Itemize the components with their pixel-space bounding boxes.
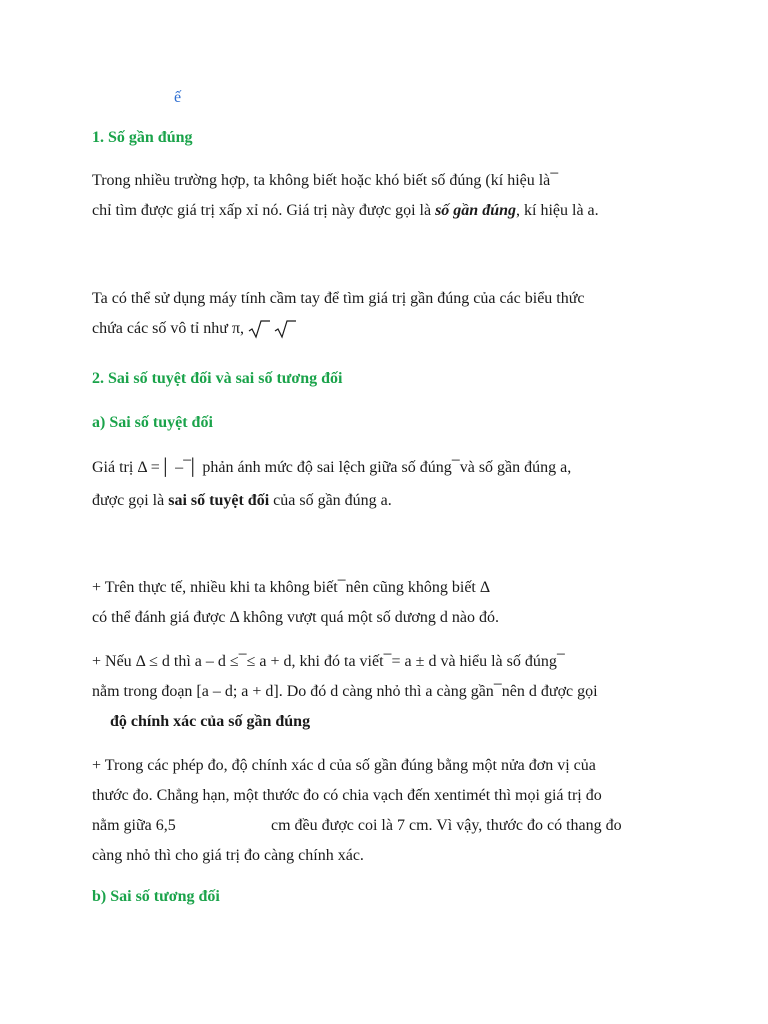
text-span: của số gần đúng a. xyxy=(269,492,392,509)
paragraph-line: + Nếu Δ ≤ d thì a – d ≤ ̅ ≤ a + d, khi đó ta viết ̅ = a ± d và hiểu là số đúng ̅ xyxy=(92,653,561,670)
paragraph-line: nằm trong đoạn [a – d; a + d]. Do đó d càng nhỏ thì a càng gần ̅ nên d được gọi xyxy=(92,683,598,700)
text-span: chỉ tìm được giá trị xấp xỉ nó. Giá trị này được gọi là xyxy=(92,202,436,219)
paragraph-line: Giá trị Δ =│ – ̅│ phản ánh mức độ sai lệch giữa số đúng ̅ và số gần đúng a, xyxy=(92,459,572,476)
paragraph-line xyxy=(92,201,599,221)
text-span: , kí hiệu là a. xyxy=(516,202,599,219)
paragraph-line: nằm giữa 6,5 xyxy=(92,817,176,834)
term-absolute-error: sai số tuyệt đối xyxy=(168,492,270,509)
paragraph-line: + Trên thực tế, nhiều khi ta không biết ̅ nên cũng không biết Δ xyxy=(92,579,491,596)
header-glyph: ế xyxy=(174,89,182,106)
section-2-title: 2. Sai số tuyệt đối và sai số tương đối xyxy=(92,370,343,387)
paragraph-line xyxy=(92,319,296,339)
term-precision: độ chính xác của số gần đúng xyxy=(110,713,311,730)
subsection-b-title: b) Sai số tương đối xyxy=(92,888,220,905)
paragraph-line: Ta có thể sử dụng máy tính cầm tay để tìm giá trị gần đúng của các biểu thức xyxy=(92,290,585,307)
paragraph-line: cm đều được coi là 7 cm. Vì vậy, thước đo có thang đo xyxy=(271,817,622,834)
paragraph-line: càng nhỏ thì cho giá trị đo càng chính xác. xyxy=(92,847,364,864)
paragraph-line: Trong nhiều trường hợp, ta không biết hoặc khó biết số đúng (kí hiệu là ̅ xyxy=(92,172,555,189)
subsection-a-title: a) Sai số tuyệt đối xyxy=(92,414,213,431)
section-1-title: 1. Số gần đúng xyxy=(92,129,193,146)
paragraph-line xyxy=(92,491,392,511)
paragraph-line: có thể đánh giá được Δ không vượt quá một số dương d nào đó. xyxy=(92,609,499,626)
sqrt-icon xyxy=(274,319,296,339)
text-span: chứa các số vô tỉ như π, xyxy=(92,320,245,337)
sqrt-icon xyxy=(248,319,270,339)
text-span: được gọi là xyxy=(92,492,169,509)
term-approx-number: số gần đúng xyxy=(435,202,516,219)
paragraph-line: + Trong các phép đo, độ chính xác d của số gần đúng bằng một nửa đơn vị của xyxy=(92,757,596,774)
paragraph-line: thước đo. Chẳng hạn, một thước đo có chia vạch đến xentimét thì mọi giá trị đo xyxy=(92,787,602,804)
